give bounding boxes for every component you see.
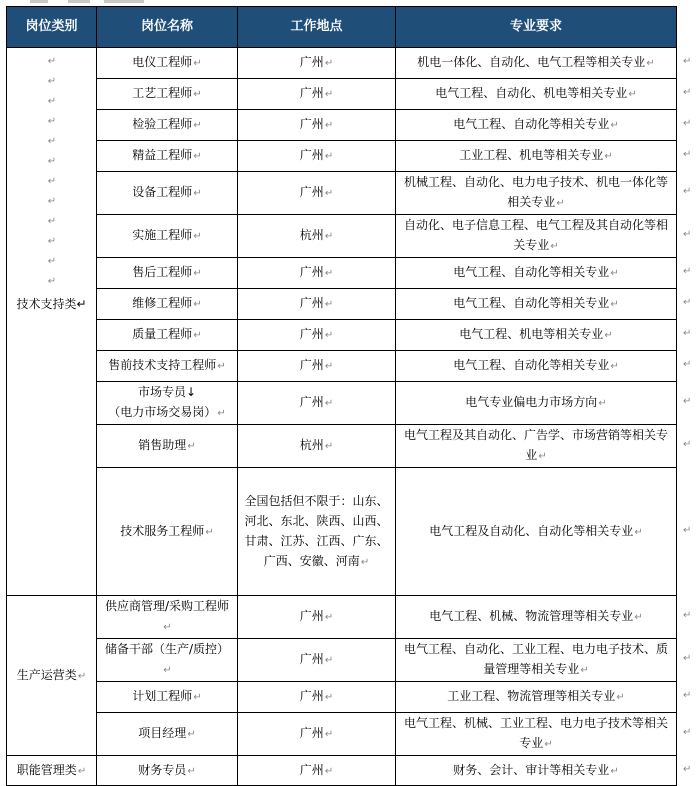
row-end-mark: ↵ — [683, 763, 692, 775]
position-name-cell: 维修工程师↵ — [97, 289, 238, 320]
major-cell: 机电一体化、自动化、电气工程等相关专业↵ — [396, 48, 677, 79]
location-cell: 广州↵ — [238, 639, 396, 682]
major-cell: 工业工程、物流管理等相关专业↵ — [396, 682, 677, 713]
table-body — [7, 48, 677, 786]
row-end-mark: ↵ — [683, 229, 692, 240]
table-row — [7, 215, 677, 258]
table-row — [7, 596, 677, 639]
location-cell: 杭州↵ — [238, 425, 396, 468]
row-end-mark: ↵ — [683, 328, 692, 339]
location-cell: 广州↵ — [238, 382, 396, 425]
location-cell: 广州↵ — [238, 682, 396, 713]
position-name-cell: 工艺工程师↵ — [97, 79, 238, 110]
location-cell: 广州↵ — [238, 596, 396, 639]
position-name-cell: 销售助理↵ — [97, 425, 238, 468]
major-cell: 电气工程、机械、物流管理等相关专业↵ — [396, 596, 677, 639]
location-cell: 广州↵ — [238, 713, 396, 756]
position-name-cell: 储备干部（生产/质控）↵ — [97, 639, 238, 682]
major-cell: 电气工程、机电等相关专业↵ — [396, 320, 677, 351]
location-cell: 广州↵ — [238, 48, 396, 79]
table-row — [7, 172, 677, 215]
row-end-mark: ↵ — [683, 118, 692, 129]
table-row — [7, 320, 677, 351]
major-cell: 电气工程、自动化等相关专业↵ — [396, 110, 677, 141]
header-location: 工作地点 — [238, 7, 396, 48]
header-category: 岗位类别 — [7, 7, 97, 48]
location-cell: 杭州↵ — [238, 215, 396, 258]
row-end-mark: ↵ — [683, 524, 692, 536]
table-row — [7, 682, 677, 713]
major-cell: 电气工程、自动化等相关专业↵ — [396, 289, 677, 320]
row-end-mark: ↵ — [683, 396, 692, 407]
header-position: 岗位名称 — [97, 7, 238, 48]
major-cell: 电气工程及其自动化、广告学、市场营销等相关专业↵ — [396, 425, 677, 468]
table-row — [7, 468, 677, 596]
table-row — [7, 713, 677, 756]
location-cell: 广州↵ — [238, 79, 396, 110]
location-cell: 广州↵ — [238, 110, 396, 141]
major-cell: 自动化、电子信息工程、电气工程及其自动化等相关专业↵ — [396, 215, 677, 258]
major-cell: 电气专业偏电力市场方向↵ — [396, 382, 677, 425]
position-name-cell: 售前技术支持工程师↵ — [97, 351, 238, 382]
category-cell: 职能管理类↵ — [7, 756, 97, 786]
location-cell: 广州↵ — [238, 289, 396, 320]
row-end-mark: ↵ — [683, 186, 692, 197]
position-name-cell: 精益工程师↵ — [97, 141, 238, 172]
major-cell: 电气工程、自动化、机电等相关专业↵ — [396, 79, 677, 110]
position-name-cell: 质量工程师↵ — [97, 320, 238, 351]
row-end-mark: ↵ — [683, 653, 692, 664]
major-cell: 工业工程、机电等相关专业↵ — [396, 141, 677, 172]
table-row — [7, 110, 677, 141]
table-row — [7, 756, 677, 786]
location-cell: 全国包括但不限于：山东、河北、东北、陕西、山西、甘肃、江苏、江西、广东、广西、安徽、河南↵ — [238, 468, 396, 596]
row-end-mark: ↵ — [683, 149, 692, 160]
position-name-cell: 财务专员↵ — [97, 756, 238, 786]
row-end-mark: ↵ — [683, 727, 692, 738]
location-cell: 广州↵ — [238, 172, 396, 215]
position-name-cell: 计划工程师↵ — [97, 682, 238, 713]
table-row — [7, 79, 677, 110]
category-cell: ↵ ↵ ↵ ↵ ↵ ↵ ↵ ↵ ↵ ↵ ↵ ↵ 技术支持类↵ — [7, 48, 97, 596]
table-row — [7, 639, 677, 682]
row-end-mark: ↵ — [683, 297, 692, 308]
row-end-mark: ↵ — [683, 359, 692, 370]
location-cell: 广州↵ — [238, 320, 396, 351]
row-end-mark: ↵ — [683, 439, 692, 450]
header-major: 专业要求 — [396, 7, 677, 48]
position-name-cell: 检验工程师↵ — [97, 110, 238, 141]
position-name-cell: 设备工程师↵ — [97, 172, 238, 215]
row-end-mark: ↵ — [683, 87, 692, 98]
major-cell: 电气工程及自动化、自动化等相关专业↵ — [396, 468, 677, 596]
table-row — [7, 48, 677, 79]
position-name-cell: 电仪工程师↵ — [97, 48, 238, 79]
row-end-mark: ↵ — [683, 610, 692, 621]
job-table — [6, 6, 677, 786]
major-cell: 财务、会计、审计等相关专业↵ — [396, 756, 677, 786]
position-name-cell: 市场专员↓ （电力市场交易岗）↵ — [97, 382, 238, 425]
major-cell: 电气工程、自动化等相关专业↵ — [396, 351, 677, 382]
row-end-mark: ↵ — [683, 266, 692, 277]
row-end-mark: ↵ — [683, 56, 692, 67]
position-name-cell: 实施工程师↵ — [97, 215, 238, 258]
table-header-row — [7, 7, 677, 48]
table-row — [7, 258, 677, 289]
table-row — [7, 289, 677, 320]
major-cell: 机械工程、自动化、电力电子技术、机电一体化等相关专业↵ — [396, 172, 677, 215]
major-cell: 电气工程、机械、工业工程、电力电子技术等相关专业↵ — [396, 713, 677, 756]
major-cell: 电气工程、自动化等相关专业↵ — [396, 258, 677, 289]
table-row — [7, 141, 677, 172]
category-cell: 生产运营类↵ — [7, 596, 97, 756]
position-name-cell: 项目经理↵ — [97, 713, 238, 756]
position-name-cell: 售后工程师↵ — [97, 258, 238, 289]
location-cell: 广州↵ — [238, 141, 396, 172]
table-row — [7, 351, 677, 382]
row-end-mark: ↵ — [683, 690, 692, 701]
table-row — [7, 382, 677, 425]
location-cell: 广州↵ — [238, 351, 396, 382]
location-cell: 广州↵ — [238, 258, 396, 289]
major-cell: 电气工程、自动化、工业工程、电力电子技术、质量管理等相关专业↵ — [396, 639, 677, 682]
table-row — [7, 425, 677, 468]
location-cell: 广州↵ — [238, 756, 396, 786]
position-name-cell: 技术服务工程师↵ — [97, 468, 238, 596]
position-name-cell: 供应商管理/采购工程师↵ — [97, 596, 238, 639]
